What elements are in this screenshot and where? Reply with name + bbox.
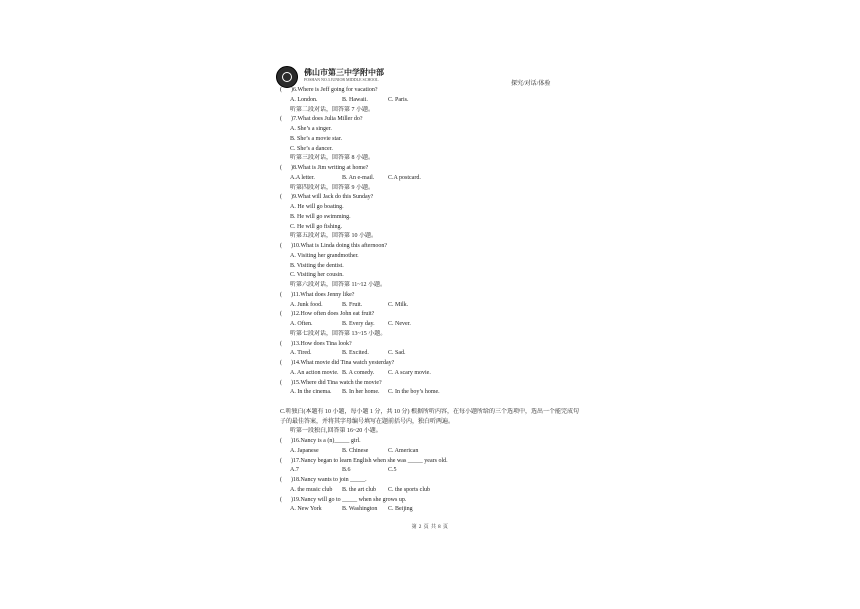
options-row <box>280 466 580 476</box>
option-b: B. Chinese <box>342 447 369 454</box>
question-text: )12.How often does John eat fruit? <box>291 311 375 318</box>
option-c: C. Paris. <box>388 96 409 103</box>
option-c: C.A postcard. <box>388 174 421 181</box>
answer-bracket: ( <box>280 340 282 347</box>
answer-bracket: ( <box>280 379 282 386</box>
question-text: )10.What is Linda doing this afternoon? <box>291 243 387 249</box>
listening-instruction: 听第六段对话，回答第 11~12 小题。 <box>290 282 387 288</box>
question-text: )6.Where is Jeff going for vacation? <box>291 87 378 93</box>
options-row <box>280 320 580 330</box>
option-line: B. He will go swimming. <box>290 213 351 220</box>
option-c: C. the sports club <box>388 486 430 493</box>
answer-bracket: ( <box>280 457 282 464</box>
option-c: C. American <box>388 447 419 454</box>
option-a: A.7 <box>290 467 299 474</box>
option-b: B. Excited. <box>342 350 369 357</box>
spacer <box>280 398 580 408</box>
option-line: A. She’s a singer. <box>290 126 332 132</box>
option-a: A. Often. <box>290 321 313 327</box>
options-row <box>280 349 580 359</box>
answer-bracket: ( <box>280 438 282 444</box>
question-line <box>280 193 580 203</box>
option-line: C. He will go fishing. <box>290 223 342 230</box>
listening-instruction: 听第三段对话，回答第 8 小题。 <box>290 155 375 162</box>
question-line <box>280 340 580 350</box>
option-a: A. the music club <box>290 486 333 493</box>
question-line <box>280 86 580 96</box>
exam-content <box>280 86 580 515</box>
question-text: )16.Nancy is a (n)_____ girl. <box>291 438 361 444</box>
listening-instruction: 听第四段对话，回答第 9 小题。 <box>290 184 375 191</box>
question-line <box>280 242 580 252</box>
question-text: )8.What is Jim writing at home? <box>291 165 369 171</box>
option-c: C. Never. <box>388 321 411 327</box>
option-c: C. In the boy’s home. <box>388 389 440 396</box>
option-line: A. He will go boating. <box>290 204 344 210</box>
question-line <box>280 476 580 486</box>
options-row <box>280 505 580 515</box>
options-row <box>280 174 580 184</box>
question-line <box>280 379 580 389</box>
option-line: C. Visiting her cousin. <box>290 272 344 279</box>
option-b: B. In her home. <box>342 389 380 396</box>
option-b: B. An e-mail. <box>342 174 375 181</box>
question-line <box>280 115 580 125</box>
section-tag: 探究/对话/体验 <box>511 81 551 87</box>
question-line <box>280 496 580 506</box>
section-heading: C.听独白(本题有 10 小题，每小题 1 分，共 10 分) 根据所听内容，在每小题所给的三个选项中，选出一个能完成句子的最佳答案，并将其字母编号填写在题前括号内，独白听两遍。 <box>280 408 580 425</box>
option-a: A. New York <box>290 506 322 513</box>
option-c: C.5 <box>388 467 397 474</box>
option-a: A.A letter. <box>290 174 315 181</box>
option-a: A. Tired. <box>290 350 312 357</box>
listening-instruction: 听第七段对话，回答第 13~15 小题。 <box>290 330 387 337</box>
question-line <box>280 164 580 174</box>
answer-bracket: ( <box>280 291 282 298</box>
options-row <box>280 369 580 379</box>
option-a: A. Junk food. <box>290 301 323 308</box>
page-footer: 第 2 页 共 8 页 <box>411 525 449 530</box>
answer-bracket: ( <box>280 477 282 483</box>
school-name: 佛山市第三中学附中部 <box>304 68 384 77</box>
options-row <box>280 96 580 106</box>
options-row <box>280 301 580 311</box>
option-line: C. She’s a dancer. <box>290 145 333 152</box>
question-text: )11.What does Jenny like? <box>291 291 355 298</box>
answer-bracket: ( <box>280 496 282 503</box>
answer-bracket: ( <box>280 194 282 201</box>
school-logo-icon <box>276 66 298 88</box>
question-text: )14.What movie did Tina watch yesterday? <box>291 360 395 366</box>
answer-bracket: ( <box>280 116 282 123</box>
answer-bracket: ( <box>280 165 282 171</box>
option-b: B. Washington <box>342 506 378 513</box>
question-text: )13.How does Tina look? <box>291 340 352 347</box>
question-line <box>280 437 580 447</box>
option-a: A. London. <box>290 96 318 103</box>
listening-instruction: 听第一段独白,回答第 16~20 小题。 <box>290 428 382 435</box>
question-line <box>280 310 580 320</box>
option-c: C. Sad. <box>388 350 406 357</box>
option-c: C. Beijing <box>388 506 413 513</box>
question-line <box>280 457 580 467</box>
question-text: )18.Nancy wants to join _____. <box>291 477 367 483</box>
question-text: )19.Nancy will go to _____ when she grows up. <box>291 496 407 503</box>
question-line <box>280 359 580 369</box>
option-c: C. Milk. <box>388 301 409 308</box>
option-a: A. An action movie. <box>290 369 339 376</box>
question-text: )17.Nancy began to learn English when she was _____ years old. <box>291 457 448 464</box>
option-line: A. Visiting her grandmother. <box>290 252 359 259</box>
options-row <box>280 447 580 457</box>
options-row <box>280 388 580 398</box>
question-line <box>280 291 580 301</box>
option-a: A. Japanese <box>290 447 319 454</box>
option-line: B. She’s a movie star. <box>290 135 342 142</box>
question-text: )9.What will Jack do this Sunday? <box>291 194 374 201</box>
option-a: A. In the cinema. <box>290 389 332 396</box>
answer-bracket: ( <box>280 243 282 249</box>
option-b: B.6 <box>342 467 351 474</box>
listening-instruction: 听第二段对话，回答第 7 小题。 <box>290 106 375 113</box>
answer-bracket: ( <box>280 311 282 318</box>
answer-bracket: ( <box>280 360 282 366</box>
options-row <box>280 486 580 496</box>
answer-bracket: ( <box>280 87 282 93</box>
question-text: )15.Where did Tina watch the movie? <box>291 379 382 386</box>
option-c: C. A scary movie. <box>388 369 431 376</box>
school-subtitle: FOSHAN NO.3 JUNIOR MIDDLE SCHOOL <box>304 77 379 82</box>
option-line: B. Visiting the dentist. <box>290 262 344 269</box>
option-b: B. the art club <box>342 486 376 493</box>
option-b: B. A comedy. <box>342 369 375 376</box>
option-b: B. Every day. <box>342 321 375 327</box>
option-b: B. Fruit. <box>342 301 363 308</box>
option-b: B. Hawaii. <box>342 96 368 103</box>
question-text: )7.What does Julia Miller do? <box>291 116 363 123</box>
listening-instruction: 听第五段对话，回答第 10 小题。 <box>290 233 378 240</box>
